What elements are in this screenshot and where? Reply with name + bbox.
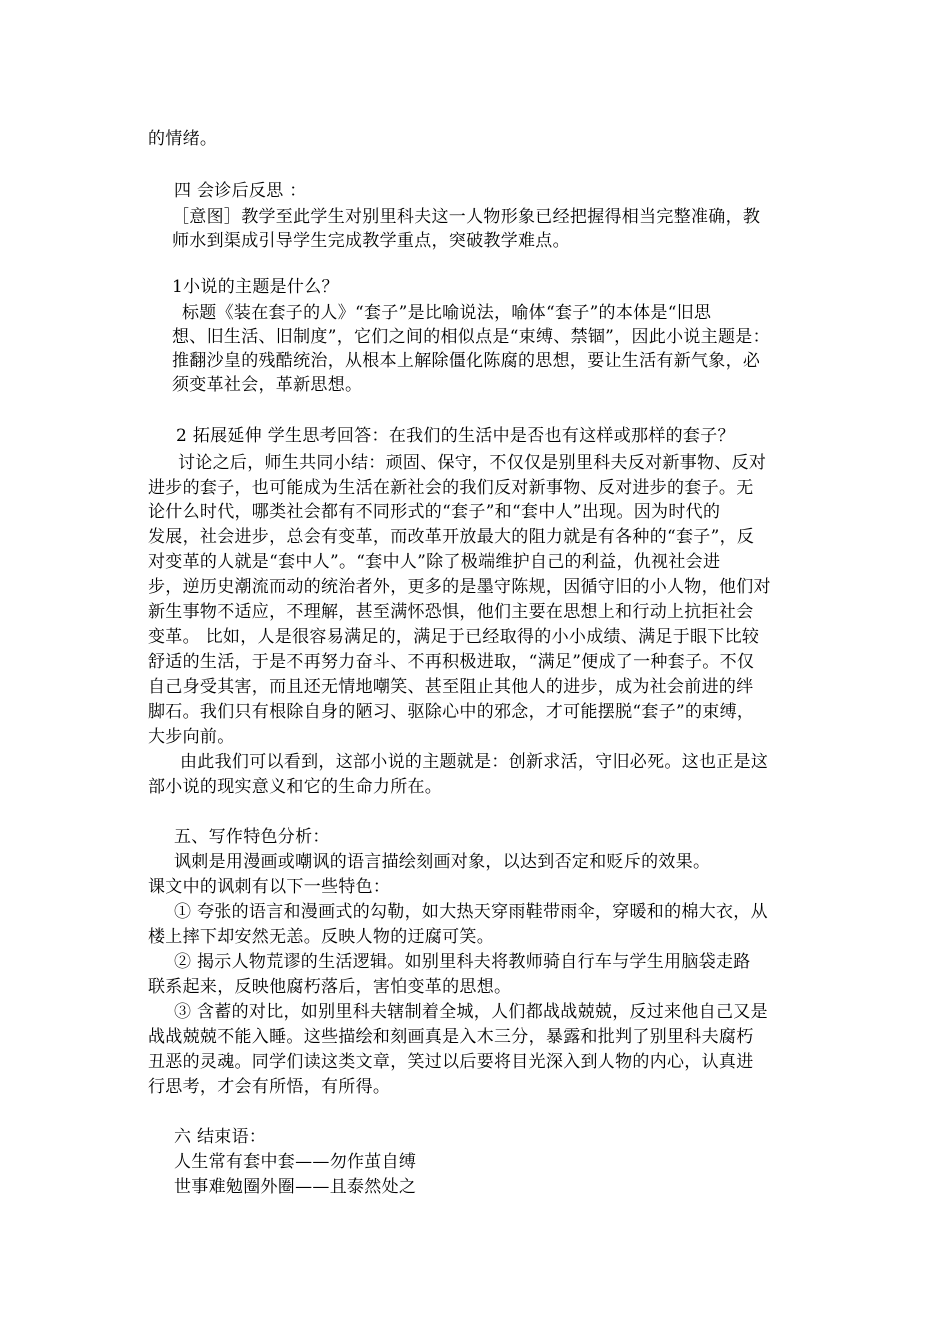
text-line: 联系起来，反映他腐朽落后，害怕变革的思想。 [148, 977, 512, 997]
text-line: ［意图］教学至此学生对别里科夫这一人物形象已经把握得相当完整准确，教 [172, 207, 761, 227]
text-line: 的情绪。 [148, 129, 218, 149]
text-line: 世事难勉圈外圈——且泰然处之 [174, 1177, 417, 1197]
text-line: 部小说的现实意义和它的生命力所在。 [148, 777, 443, 797]
text-line: 推翻沙皇的残酷统治，从根本上解除僵化陈腐的思想，要让生活有新气象，必 [172, 351, 761, 371]
section-heading: 六 结束语： [174, 1127, 267, 1147]
text-line: 步，逆历史潮流而动的统治者外，更多的是墨守陈规，因循守旧的小人物，他们对 [148, 577, 771, 597]
text-line: 大步向前。 [148, 727, 235, 747]
text-line: 讽刺是用漫画或嘲讽的语言描绘刻画对象，以达到否定和贬斥的效果。 [174, 852, 711, 872]
text-line: ③ 含蓄的对比，如别里科夫辖制着全城，人们都战战兢兢，反过来他自己又是 [174, 1002, 768, 1022]
section-heading: 1小说的主题是什么？ [172, 277, 339, 297]
text-line: 标题《装在套子的人》“套子”是比喻说法，喻体“套子”的本体是“旧思 [182, 303, 712, 323]
text-line: 讨论之后，师生共同小结：顽固、保守，不仅仅是别里科夫反对新事物、反对 [178, 453, 767, 473]
text-line: 人生常有套中套——勿作茧自缚 [174, 1152, 417, 1172]
text-line: 脚石。我们只有根除自身的陋习、驱除心中的邪念，才可能摆脱“套子”的束缚， [148, 702, 755, 722]
text-line: ① 夸张的语言和漫画式的勾勒，如大热天穿雨鞋带雨伞，穿暖和的棉大衣，从 [174, 902, 768, 922]
text-line: 进步的套子，也可能成为生活在新社会的我们反对新事物、反对进步的套子。无 [148, 478, 754, 498]
text-line: 新生事物不适应，不理解，甚至满怀恐惧，他们主要在思想上和行动上抗拒社会 [148, 602, 754, 622]
text-line: 想、旧生活、旧制度”，它们之间的相似点是“束缚、禁锢”，因此小说主题是： [172, 327, 770, 347]
text-line: 楼上摔下却安然无恙。反映人物的迂腐可笑。 [148, 927, 494, 947]
text-line: 舒适的生活，于是不再努力奋斗、不再积极进取，“满足”便成了一种套子。不仅 [148, 652, 755, 672]
text-line: ② 揭示人物荒谬的生活逻辑。如别里科夫将教师骑自行车与学生用脑袋走路 [174, 952, 751, 972]
text-line: 师水到渠成引导学生完成教学重点，突破教学难点。 [172, 231, 570, 251]
text-line: 由此我们可以看到，这部小说的主题就是：创新求活，守旧必死。这也正是这 [180, 752, 769, 772]
text-line: 丑恶的灵魂。同学们读这类文章，笑过以后要将目光深入到人物的内心，认真进 [148, 1052, 754, 1072]
section-heading: 2 拓展延伸 学生思考回答：在我们的生活中是否也有这样或那样的套子？ [176, 426, 735, 446]
section-heading: 四 会诊后反思 ： [174, 181, 307, 201]
text-line: 战战兢兢不能入睡。这些描绘和刻画真是入木三分，暴露和批判了别里科夫腐朽 [148, 1027, 754, 1047]
text-line: 行思考，才会有所悟，有所得。 [148, 1077, 391, 1097]
text-line: 发展，社会进步，总会有变革，而改革开放最大的阻力就是有各种的“套子”，反 [148, 527, 755, 547]
text-line: 变革。 比如，人是很容易满足的，满足于已经取得的小小成绩、满足于眼下比较 [148, 627, 760, 647]
text-line: 须变革社会，革新思想。 [172, 375, 363, 395]
section-heading: 五、写作特色分析： [174, 827, 330, 847]
text-line: 课文中的讽刺有以下一些特色： [148, 877, 391, 897]
text-line: 对变革的人就是“套中人”。“套中人”除了极端维护自己的利益，仇视社会进 [148, 552, 721, 572]
text-line: 自己身受其害，而且还无情地嘲笑、甚至阻止其他人的进步，成为社会前进的绊 [148, 677, 754, 697]
text-line: 论什么时代，哪类社会都有不同形式的“套子”和“套中人”出现。因为时代的 [148, 502, 721, 522]
